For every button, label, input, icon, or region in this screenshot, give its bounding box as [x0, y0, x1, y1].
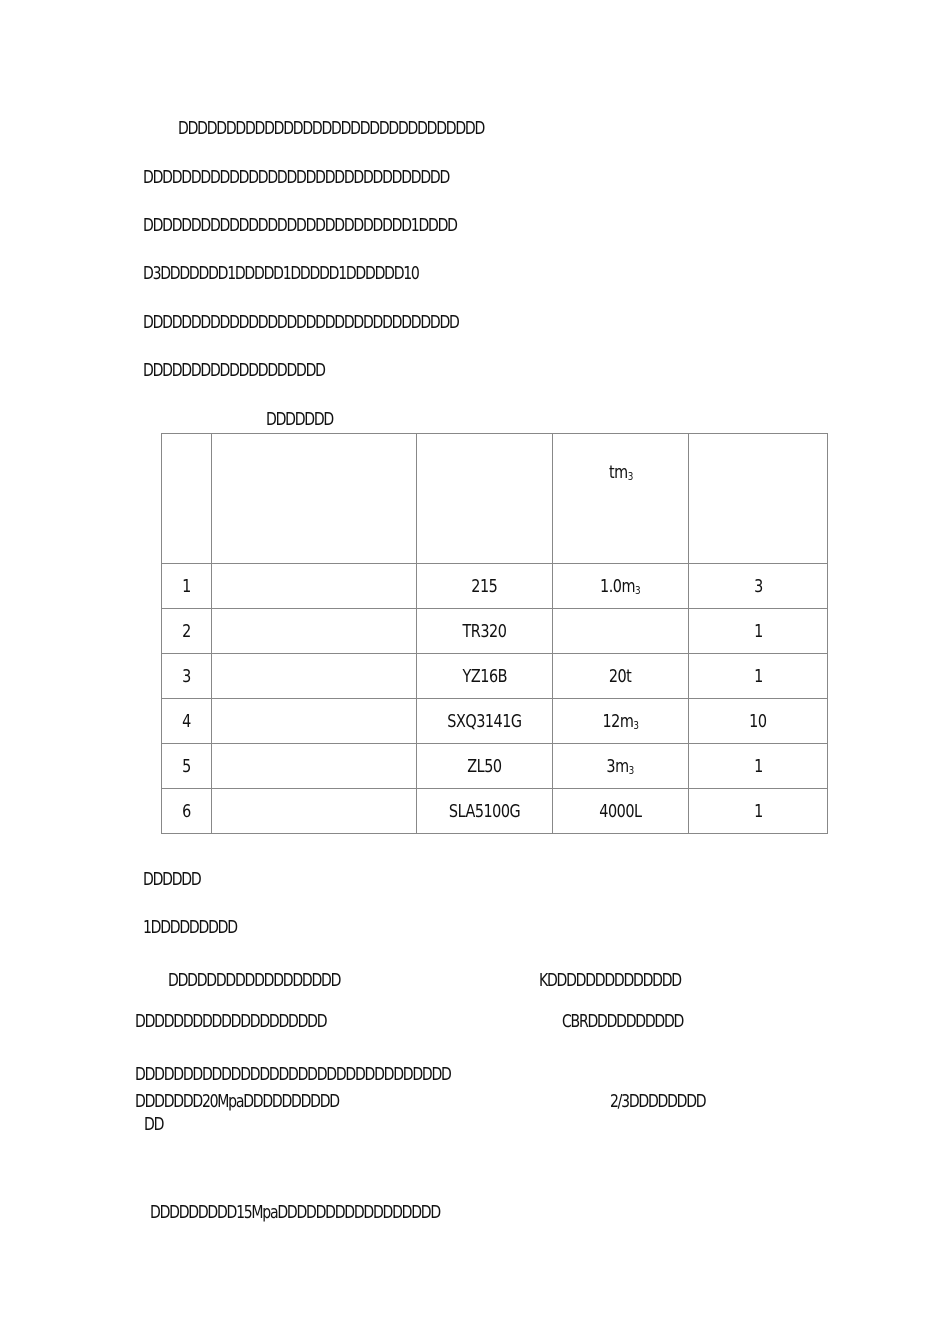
- cell-model: TR320: [417, 609, 553, 654]
- cell-name: [212, 699, 417, 744]
- cell-qty: 3: [689, 564, 828, 609]
- cell-qty: 10: [689, 699, 828, 744]
- cell-model: 215: [417, 564, 553, 609]
- cell-capacity: 12m3: [553, 699, 689, 744]
- table-header-row: [162, 434, 828, 564]
- header-cell-capacity: [553, 434, 689, 564]
- cell-no: 2: [162, 609, 212, 654]
- section-subheading: 1DDDDDDDDD: [143, 917, 237, 938]
- paragraph-1: DDDDDDDDDDDDDDDDDDDDDDDDDDDDDDDD: [178, 118, 485, 139]
- cell-qty: 1: [689, 744, 828, 789]
- cell-no: 4: [162, 699, 212, 744]
- section-heading: DDDDDD: [143, 869, 201, 890]
- header-unit: tm: [608, 462, 628, 483]
- body-line-b-right: CBRDDDDDDDDDD: [562, 1011, 684, 1032]
- header-cell-qty: [689, 434, 828, 564]
- cell-model: ZL50: [417, 744, 553, 789]
- cell-capacity: 1.0m3: [553, 564, 689, 609]
- cell-name: [212, 654, 417, 699]
- paragraph-4: D3DDDDDDD1DDDDD1DDDDD1DDDDDD10: [143, 263, 419, 284]
- header-unit-sub: 3: [627, 470, 633, 483]
- paragraph-2: DDDDDDDDDDDDDDDDDDDDDDDDDDDDDDDD: [143, 167, 450, 188]
- header-cell-name: [212, 434, 417, 564]
- cell-qty: 1: [689, 654, 828, 699]
- body-line-d-right: 2/3DDDDDDDD: [610, 1091, 706, 1112]
- body-line-e-left: DD: [144, 1114, 164, 1135]
- table-row: [162, 654, 828, 699]
- table-caption: DDDDDDD: [266, 409, 333, 430]
- table-row: [162, 744, 828, 789]
- cell-no: 6: [162, 789, 212, 834]
- cell-model: SLA5100G: [417, 789, 553, 834]
- cell-qty: 1: [689, 609, 828, 654]
- paragraph-6: DDDDDDDDDDDDDDDDDDD: [143, 360, 325, 381]
- cell-capacity: 20t: [553, 654, 689, 699]
- cell-qty: 1: [689, 789, 828, 834]
- cell-name: [212, 744, 417, 789]
- cell-capacity: 4000L: [553, 789, 689, 834]
- table-row: [162, 789, 828, 834]
- cell-capacity: [553, 609, 689, 654]
- body-line-f-left: DDDDDDDDD15MpaDDDDDDDDDDDDDDDDD: [150, 1202, 440, 1223]
- header-cell-model: [417, 434, 553, 564]
- cell-no: 1: [162, 564, 212, 609]
- cell-name: [212, 564, 417, 609]
- cell-model: SXQ3141G: [417, 699, 553, 744]
- cell-capacity: 3m3: [553, 744, 689, 789]
- paragraph-3: DDDDDDDDDDDDDDDDDDDDDDDDDDDD1DDDD: [143, 215, 457, 236]
- cell-no: 3: [162, 654, 212, 699]
- table-row: [162, 699, 828, 744]
- body-line-a-left: DDDDDDDDDDDDDDDDDD: [168, 970, 341, 991]
- body-line-b-left: DDDDDDDDDDDDDDDDDDDD: [135, 1011, 327, 1032]
- body-line-c-left: DDDDDDDDDDDDDDDDDDDDDDDDDDDDDDDDD: [135, 1064, 451, 1085]
- body-line-a-right: KDDDDDDDDDDDDDD: [539, 970, 681, 991]
- header-cell-no: [162, 434, 212, 564]
- cell-model: YZ16B: [417, 654, 553, 699]
- cell-no: 5: [162, 744, 212, 789]
- paragraph-5: DDDDDDDDDDDDDDDDDDDDDDDDDDDDDDDDD: [143, 312, 459, 333]
- body-line-d-left: DDDDDDD20MpaDDDDDDDDDD: [135, 1091, 339, 1112]
- table-row: [162, 609, 828, 654]
- cell-name: [212, 789, 417, 834]
- cell-name: [212, 609, 417, 654]
- equipment-table: [161, 433, 828, 834]
- table-row: [162, 564, 828, 609]
